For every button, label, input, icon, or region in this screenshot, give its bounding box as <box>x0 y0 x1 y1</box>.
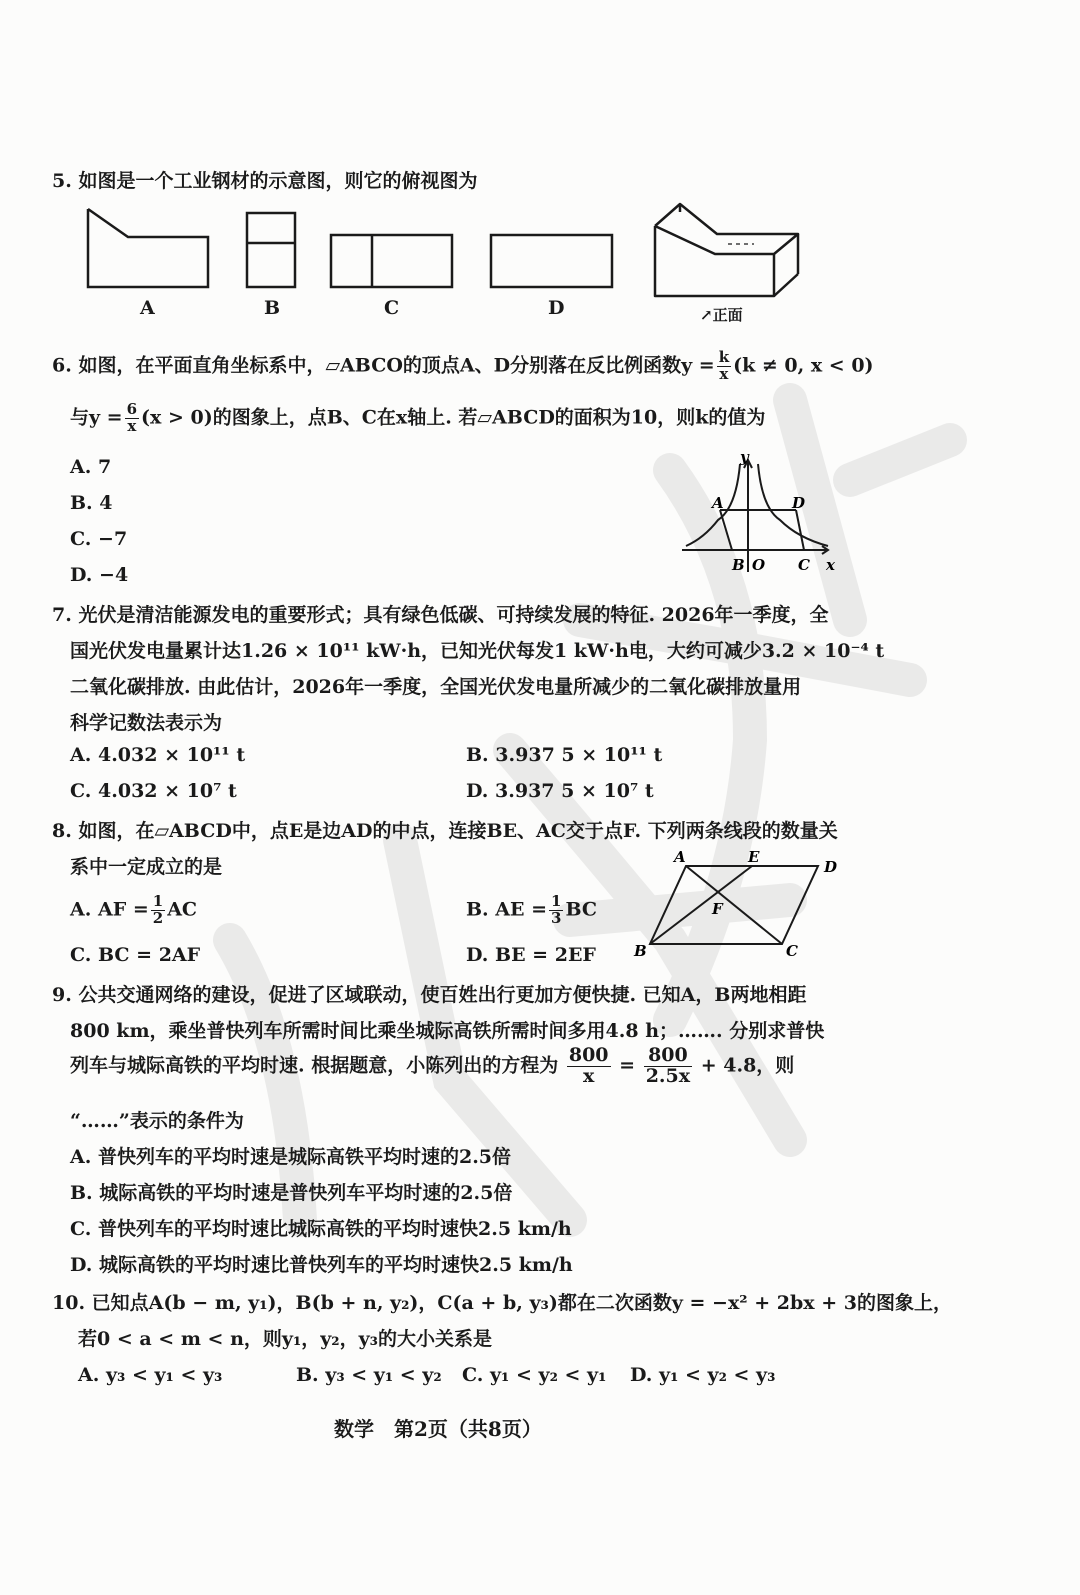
q5-option-c-figure <box>328 232 456 290</box>
front-arrow-icon: ↗ <box>700 306 713 324</box>
q9-option-a: A. 普快列车的平均时速是城际高铁平均时速的2.5倍 <box>70 1146 512 1168</box>
q5-option-a-figure <box>84 205 212 293</box>
q10-option-d: D. y₁ < y₂ < y₃ <box>630 1364 776 1386</box>
q8-line1: 8. 如图，在▱ABCD中，点E是边AD的中点，连接BE、AC交于点F. 下列两条线段的数量关 <box>52 820 838 842</box>
q6-fig-d: D <box>792 494 806 512</box>
q10-line2: 若0 < a < m < n，则y₁，y₂，y₃的大小关系是 <box>78 1328 492 1350</box>
q9-eq-right: $\frac{800}{2.5x}$ <box>645 1044 691 1087</box>
q5-option-d-figure <box>488 232 616 290</box>
q6-fig-x: x <box>826 556 835 574</box>
q6-fig-c: C <box>798 556 810 574</box>
q5-option-c-label: C <box>384 297 400 319</box>
q9-line2: 800 km，乘坐普快列车所需时间比乘坐城际高铁所需时间多用4.8 h；……. 分别求普快 <box>70 1020 825 1042</box>
q5-steel-3d-figure <box>650 198 806 306</box>
q8-fig-d: D <box>824 858 838 876</box>
q6-option-a: A. 7 <box>70 456 112 478</box>
q10-line1: 10. 已知点A(b − m, y₁)，B(b + n, y₂)，C(a + b, y₃)都在二次函数y = −x² + 2bx + 3的图象上， <box>52 1292 952 1314</box>
q6-fig-y: y <box>740 448 749 466</box>
q10-option-c: C. y₁ < y₂ < y₁ <box>462 1364 607 1386</box>
q8-option-d: D. BE = 2EF <box>466 944 596 966</box>
q6-6-over-x: $\frac{6}{x}$ <box>126 400 138 435</box>
q6-option-c: C. −7 <box>70 528 128 550</box>
q8-fig-b: B <box>634 942 647 960</box>
q8-fig-a: A <box>674 848 686 866</box>
q7-line2: 国光伏发电量累计达1.26 × 10¹¹ kW·h，已知光伏每发1 kW·h电，大约可减少3.2 × 10⁻⁴ t <box>70 640 885 662</box>
page-footer: 数学 第2页（共8页） <box>334 1417 542 1441</box>
q8-option-c: C. BC = 2AF <box>70 944 201 966</box>
q5-front-view-label: ↗正面 <box>700 306 743 324</box>
q5-option-b-label: B <box>264 297 281 319</box>
q7-line4: 科学记数法表示为 <box>70 712 223 734</box>
q5-option-a-label: A <box>140 297 155 319</box>
q5-stem: 5. 如图是一个工业钢材的示意图，则它的俯视图为 <box>52 170 478 192</box>
q8-fig-f: F <box>712 900 723 918</box>
q7-line3: 二氧化碳排放. 由此估计，2026年一季度，全国光伏发电量所减少的二氧化碳排放量用 <box>70 676 802 698</box>
q6-fig-o: O <box>752 556 766 574</box>
q8-option-a: A. AF = $\frac{1}{2}$ AC <box>70 892 198 927</box>
q6-option-b: B. 4 <box>70 492 113 514</box>
q8-option-b: B. AE = $\frac{1}{3}$ BC <box>466 892 598 927</box>
q10-option-b: B. y₃ < y₁ < y₂ <box>296 1364 442 1386</box>
q10-option-a: A. y₃ < y₁ < y₃ <box>78 1364 223 1386</box>
q6-stem-line2: 与y = $\frac{6}{x}$ (x > 0)的图象上，点B、C在x轴上. 若▱ABCD的面积为10，则k的值为 <box>70 400 766 435</box>
q7-option-b: B. 3.937 5 × 10¹¹ t <box>466 744 663 766</box>
q6-k-over-x: $\frac{k}{x}$ <box>718 348 730 383</box>
q5-option-b-figure <box>244 210 298 290</box>
q9-line3: 列车与城际高铁的平均时速. 根据题意，小陈列出的方程为 $\frac{800}{x}$ = $\frac{800}{2.5x}$ + 4.8，则 <box>70 1044 795 1087</box>
q6-fig-b: B <box>732 556 745 574</box>
q8-fig-c: C <box>786 942 798 960</box>
q7-option-a: A. 4.032 × 10¹¹ t <box>70 744 246 766</box>
q6-coordinate-figure <box>676 448 836 578</box>
q7-option-d: D. 3.937 5 × 10⁷ t <box>466 780 654 802</box>
q6-fig-a: A <box>712 494 724 512</box>
q7-line1: 7. 光伏是清洁能源发电的重要形式；具有绿色低碳、可持续发展的特征. 2026年一季度，全 <box>52 604 829 626</box>
q9-eq-left: $\frac{800}{x}$ <box>568 1044 609 1087</box>
q9-option-c: C. 普快列车的平均时速比城际高铁的平均时速快2.5 km/h <box>70 1218 572 1240</box>
q8-parallelogram-figure <box>630 848 840 960</box>
q6-option-d: D. −4 <box>70 564 129 586</box>
q7-option-c: C. 4.032 × 10⁷ t <box>70 780 237 802</box>
q8-line2: 系中一定成立的是 <box>70 856 223 878</box>
q9-option-b: B. 城际高铁的平均时速是普快列车平均时速的2.5倍 <box>70 1182 513 1204</box>
q9-line1: 9. 公共交通网络的建设，促进了区域联动，使百姓出行更加方便快捷. 已知A，B两地相距 <box>52 984 807 1006</box>
q9-line4: “……”表示的条件为 <box>70 1110 244 1132</box>
q9-option-d: D. 城际高铁的平均时速比普快列车的平均时速快2.5 km/h <box>70 1254 573 1276</box>
q6-stem-line1: 6. 如图，在平面直角坐标系中，▱ABCO的顶点A、D分别落在反比例函数y = $\frac{k}{x}$ (k ≠ 0, x < 0) <box>52 348 874 383</box>
q5-option-d-label: D <box>548 297 565 319</box>
q8-fig-e: E <box>748 848 760 866</box>
